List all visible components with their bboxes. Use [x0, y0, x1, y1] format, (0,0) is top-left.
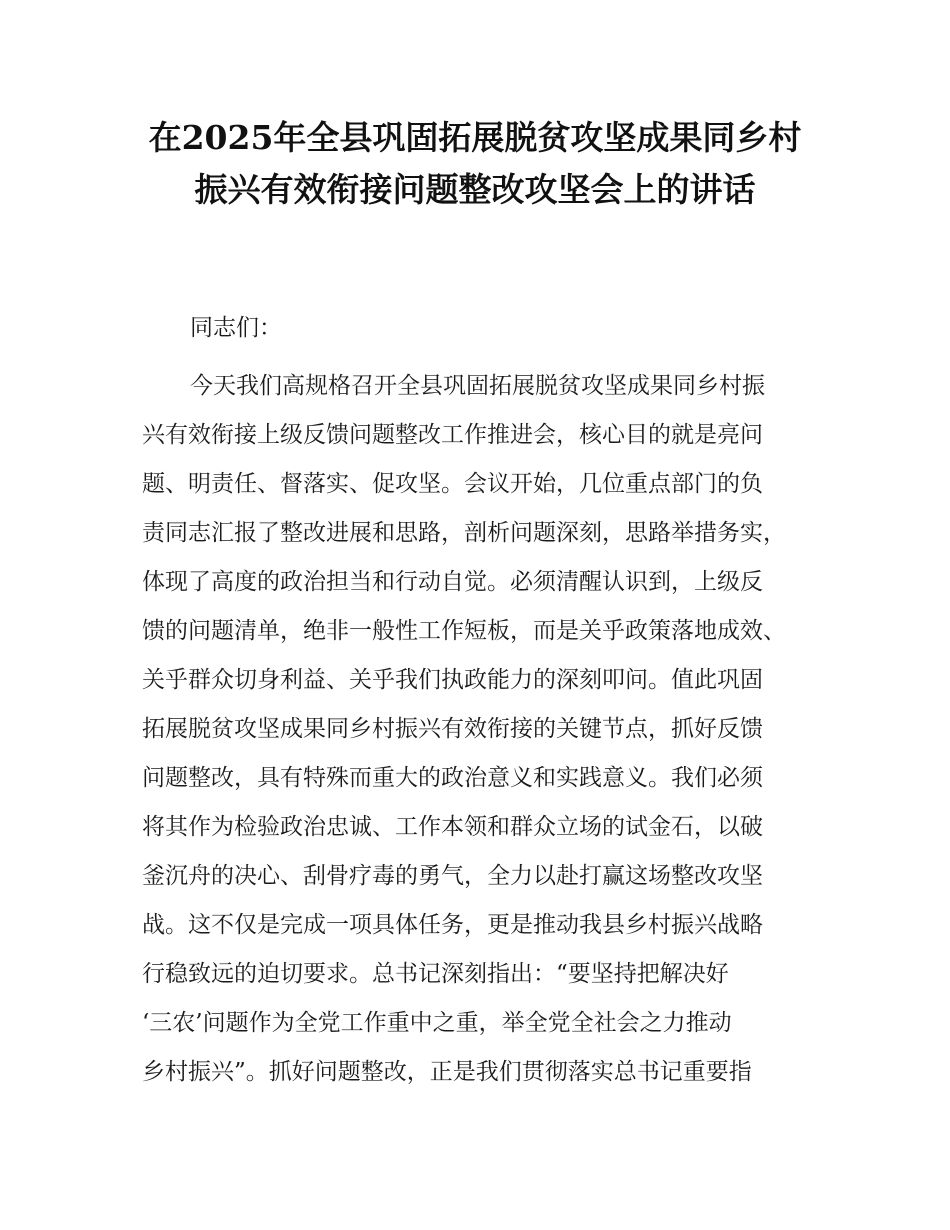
- paragraph-line: 战。这不仅是完成一项具体任务，更是推动我县乡村振兴战略: [142, 912, 763, 938]
- paragraph-line: 责同志汇报了整改进展和思路，剖析问题深刻，思路举措务实，: [142, 520, 786, 546]
- title-line-1: 在2025年全县巩固拓展脱贫攻坚成果同乡村: [148, 118, 802, 157]
- paragraph-line: 行稳致远的迫切要求。总书记深刻指出：“要坚持把解决好: [142, 961, 729, 987]
- paragraph-line: 兴有效衔接上级反馈问题整改工作推进会，核心目的就是亮问: [142, 422, 763, 448]
- paragraph-line: ‘三农’问题作为全党工作重中之重，举全党全社会之力推动: [142, 1010, 732, 1036]
- paragraph-line: 体现了高度的政治担当和行动自觉。必须清醒认识到，上级反: [142, 569, 763, 595]
- paragraph-line: 釜沉舟的决心、刮骨疗毒的勇气，全力以赴打赢这场整改攻坚: [142, 863, 763, 889]
- paragraph-line: 今天我们高规格召开全县巩固拓展脱贫攻坚成果同乡村振: [190, 373, 765, 399]
- paragraph-line: 将其作为检验政治忠诚、工作本领和群众立场的试金石，以破: [142, 814, 763, 840]
- salutation: 同志们：: [190, 315, 282, 341]
- title-line-2: 振兴有效衔接问题整改攻坚会上的讲话: [194, 170, 756, 209]
- paragraph-line: 关乎群众切身利益、关乎我们执政能力的深刻叩问。值此巩固: [142, 667, 763, 693]
- paragraph-line: 拓展脱贫攻坚成果同乡村振兴有效衔接的关键节点，抓好反馈: [142, 716, 763, 742]
- paragraph-line: 题、明责任、督落实、促攻坚。会议开始，几位重点部门的负: [142, 471, 763, 497]
- paragraph-line: 问题整改，具有特殊而重大的政治意义和实践意义。我们必须: [142, 765, 763, 791]
- paragraph-line: 乡村振兴”。抓好问题整改，正是我们贯彻落实总书记重要指: [142, 1059, 752, 1085]
- paragraph-line: 馈的问题清单，绝非一般性工作短板，而是关乎政策落地成效、: [142, 618, 786, 644]
- document-title: [100, 112, 850, 216]
- body-paragraph: [142, 362, 832, 1097]
